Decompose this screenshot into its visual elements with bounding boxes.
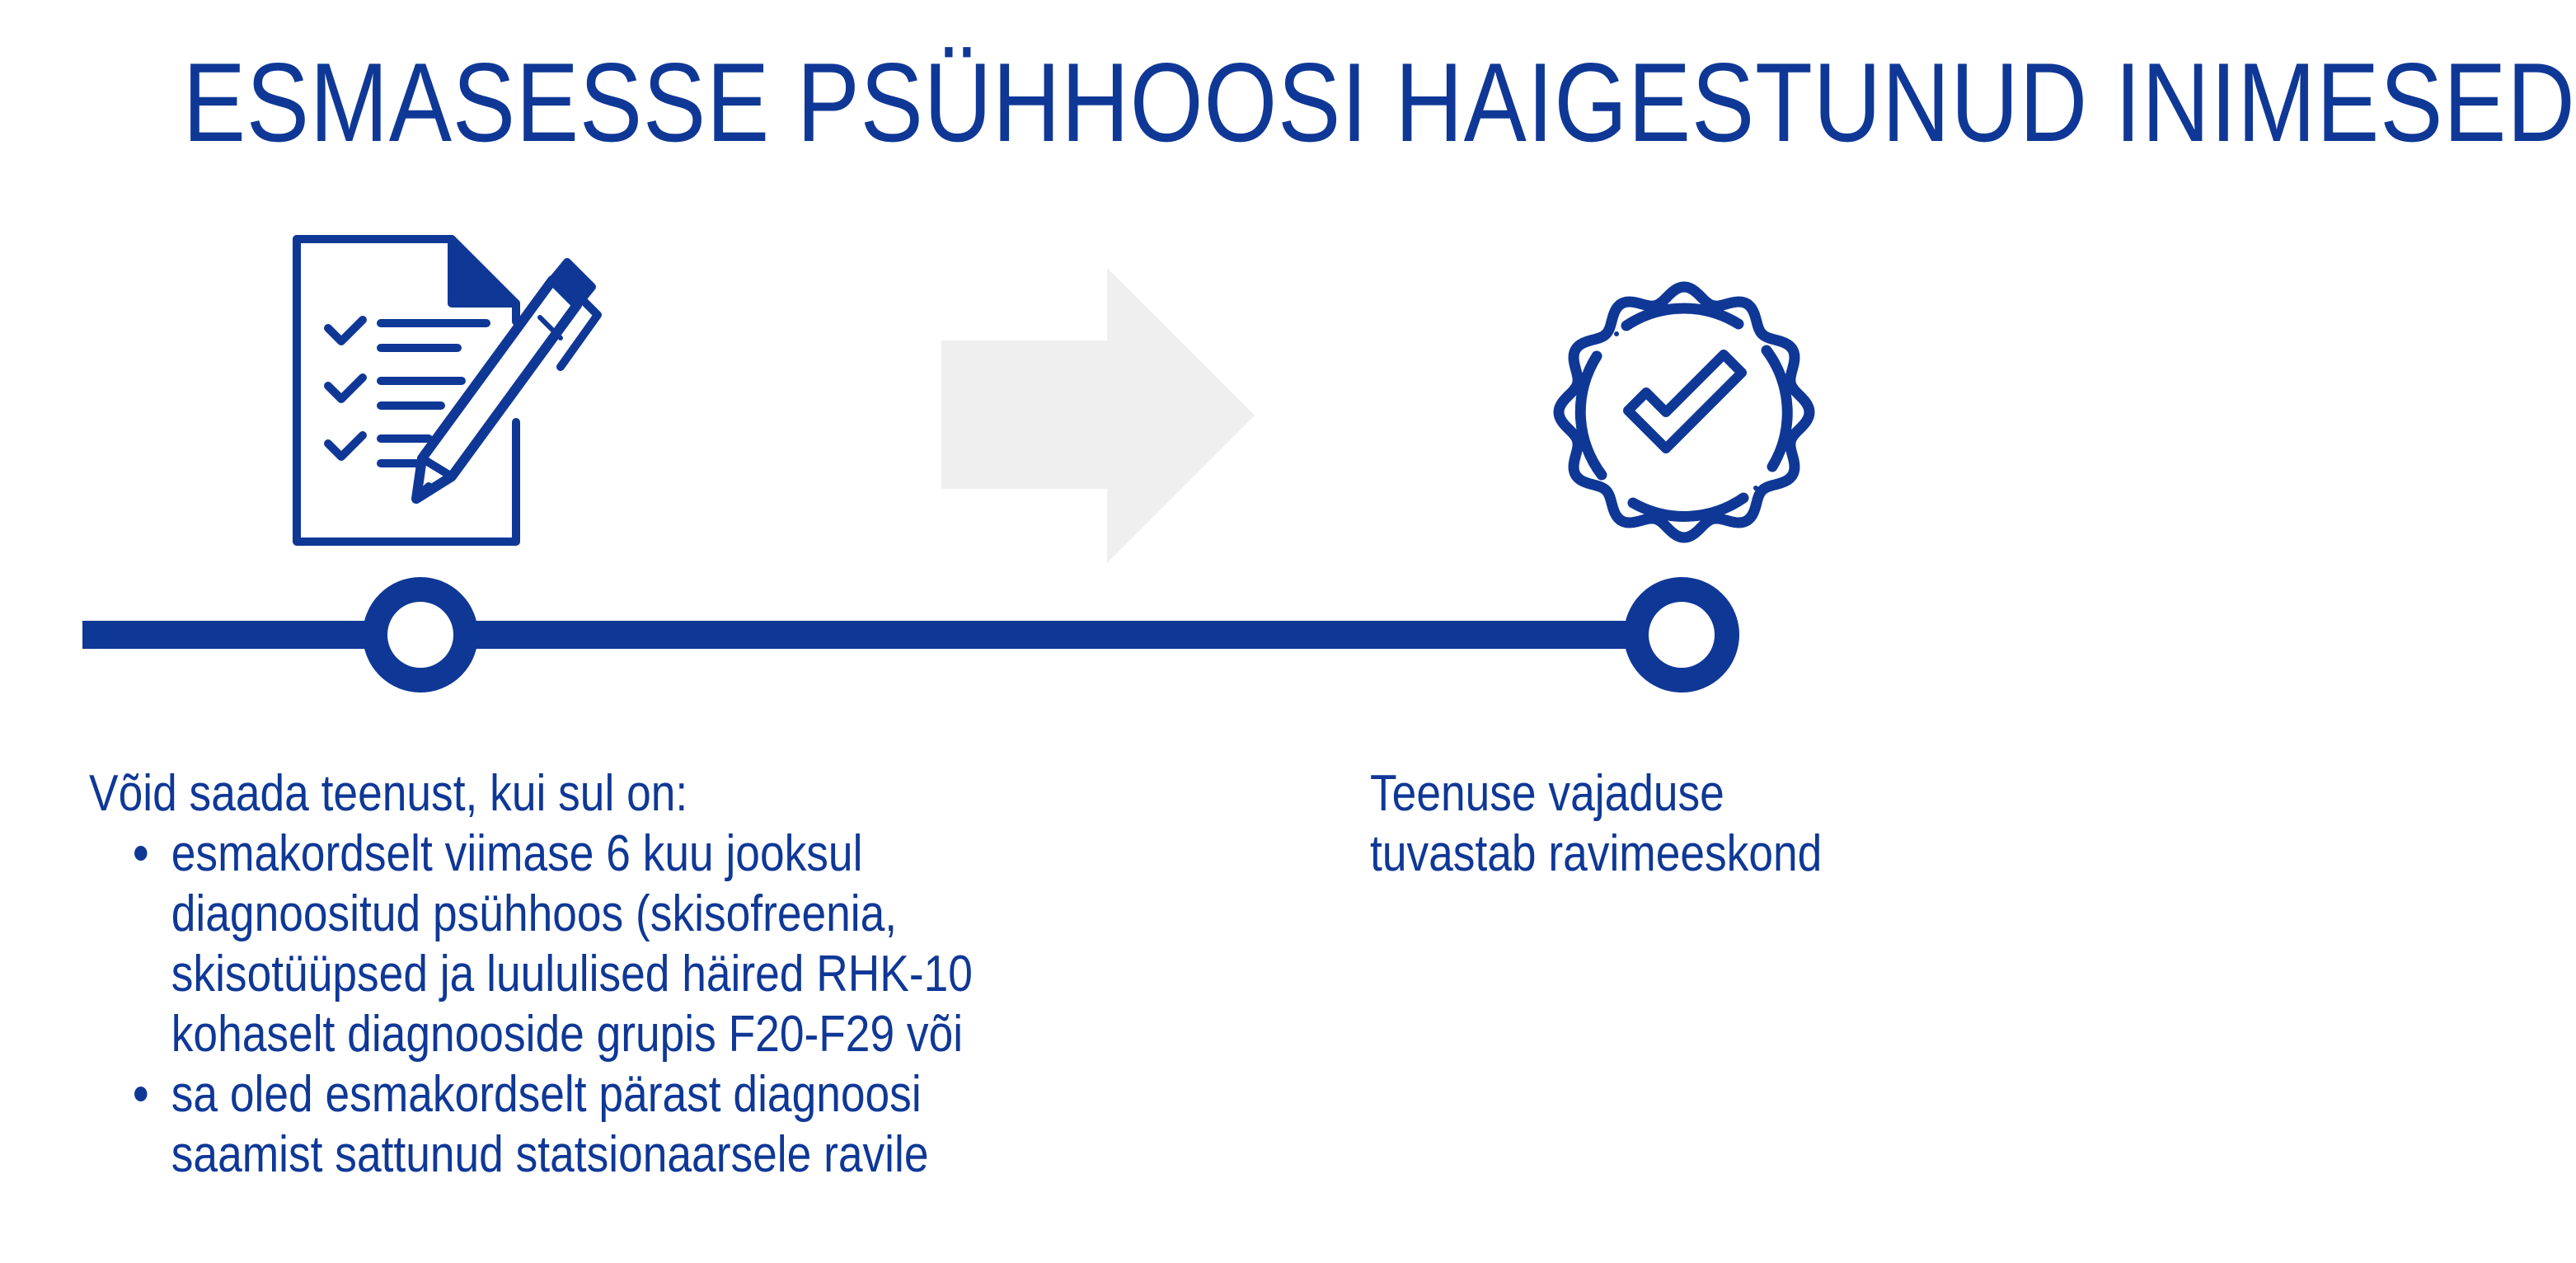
text-line: diagnoositud psühhoos (skisofreenia, [171,885,898,942]
bullet-icon [134,846,147,861]
bullet-icon [134,1087,147,1101]
document-checklist-pen-icon [297,239,598,542]
text-line: tuvastab ravimeeskond [1370,825,1823,882]
eligibility-item-1 [171,824,1067,1064]
text-line: saamist sattunud statsionaarsele ravile [171,1126,929,1183]
eligibility-item-2 [171,1064,1067,1185]
text-line: skisotüüpsed ja luululised häired RHK-10 [171,946,973,1002]
text-line: kohaselt diagnooside grupis F20-F29 või [171,1006,964,1063]
assessment-text [1370,763,2008,884]
eligibility-list [89,824,1067,1185]
verified-badge-check-icon [1559,287,1809,538]
timeline-node-end [1636,589,1727,680]
text-line: esmakordselt viimase 6 kuu jooksul [171,825,863,882]
eligibility-text [89,763,1067,1185]
page-title: ESMASESSE PSÜHHOOSI HAIGESTUNUD INIMESED [182,40,2576,165]
text-line: Teenuse vajaduse [1370,765,1724,822]
right-arrow-icon [941,268,1255,563]
eligibility-intro: Võid saada teenust, kui sul on: [89,765,688,822]
timeline-node-start [375,589,466,680]
text-line: sa oled esmakordselt pärast diagnoosi [171,1066,922,1123]
